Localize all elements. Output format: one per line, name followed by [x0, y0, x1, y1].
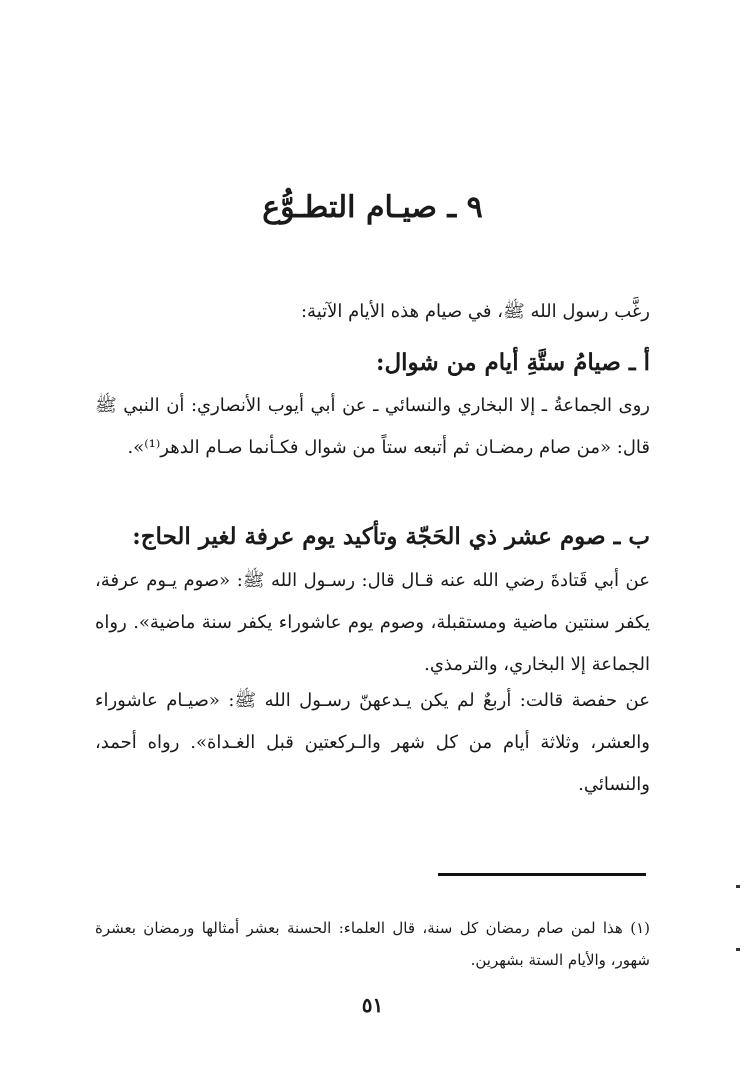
section-a-heading: أ ـ صيامُ ستَّةِ أيام من شوال: [375, 349, 650, 376]
section-b-paragraph-1: عن أبي قَتادةَ رضي الله عنه قـال قال: رسـول الله ﷺ: «صوم يـوم عرفة، يكفر سنتين ماضية ومستقبلة، وصوم يوم عاشوراء يكفر سنة ماضية». رواه الجماعة إلا البخاري، والترمذي. [95, 570, 650, 675]
intro-paragraph: رغَّب رسول الله ﷺ، في صيام هذه الأيام الآتية: [300, 301, 650, 322]
section-b-heading: ب ـ صوم عشر ذي الحَجّة وتأكيد يوم عرفة لغير الحاج: [132, 523, 650, 550]
footnote-divider [438, 873, 646, 876]
footnote: (١) هذا لمن صام رمضان كل سنة، قال العلماء: الحسنة بعشر أمثالها ورمضان بعشرة شهور، والأيام الستة بشهرين. [95, 919, 650, 969]
scan-mark [736, 948, 740, 951]
section-b-paragraph-2: عن حفصة قالت: أربعٌ لم يكن يـدعهنّ رسـول الله ﷺ: «صيـام عاشوراء والعشر، وثلاثة أيام من كل شهر والـركعتين قبل الغـداة». رواه أحمد، والنسائي. [95, 690, 650, 795]
chapter-title: ٩ ـ صيـام التطـوُّع [262, 190, 483, 225]
scan-mark [736, 885, 740, 888]
page-number: ٥١ [361, 993, 384, 1017]
section-a-paragraph: روى الجماعةُ ـ إلا البخاري والنسائي ـ عن أبي أيوب الأنصاري: أن النبي ﷺ قال: «من صام رمضـان ثم أتبعه ستاً من شوال فكـأنما صـام الدهر⁽¹⁾». [95, 395, 650, 458]
